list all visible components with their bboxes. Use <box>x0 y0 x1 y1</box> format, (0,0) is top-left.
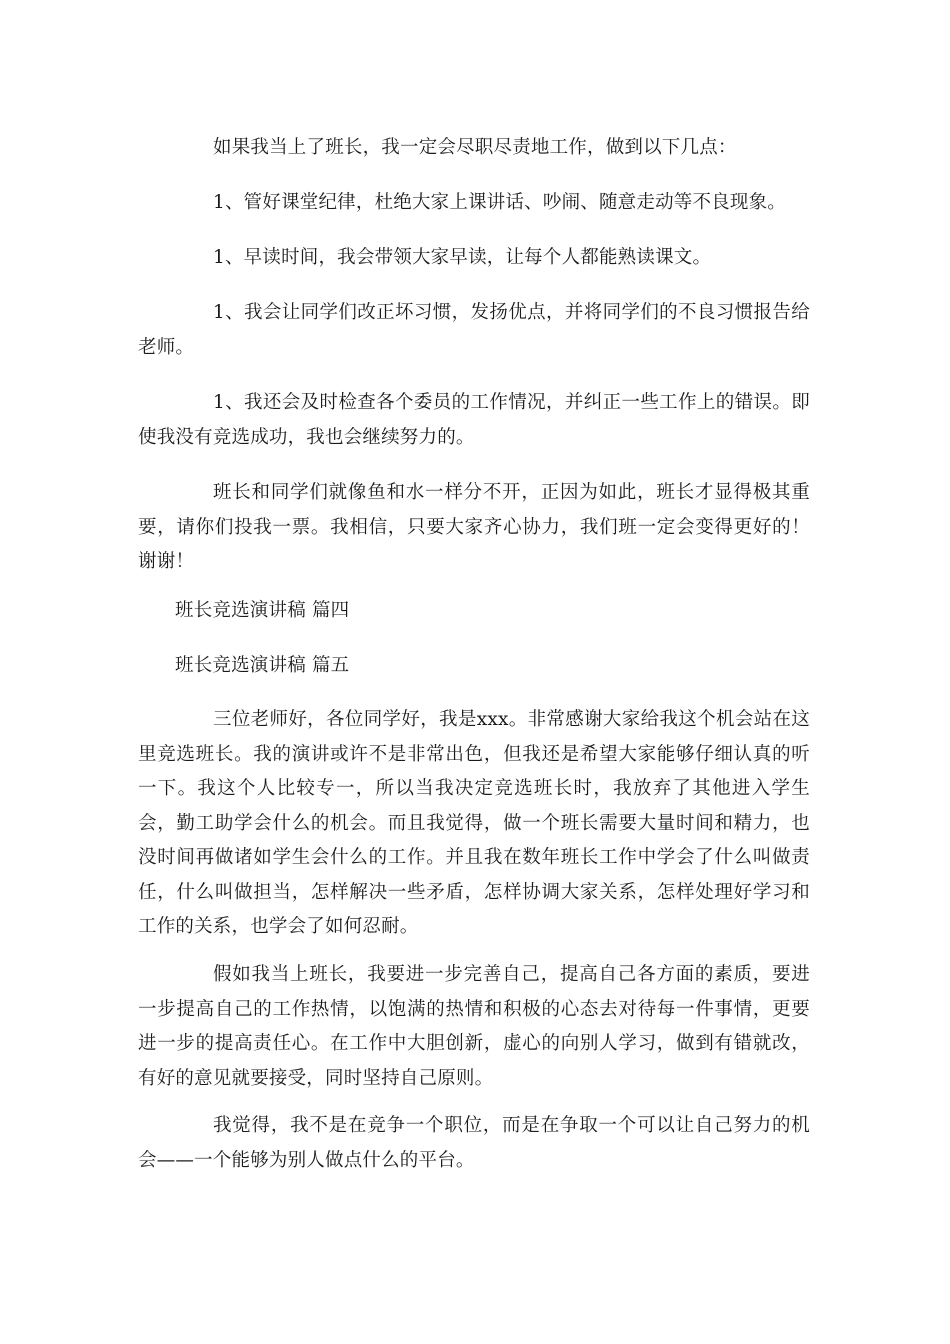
paragraph-intro: 如果我当上了班长，我一定会尽职尽责地工作，做到以下几点： <box>213 137 737 158</box>
paragraph-speech-intro: 三位老师好，各位同学好，我是xxx。非常感谢大家给我这个机会站在这里竞选班长。我的演讲或许不是非常出色，但我还是希望大家能够仔细认真的听一下。我这个人比较专一，所以当我决定竞选班长时，我放弃了其他进入学生会，勤工助学会什么的机会。而且我觉得，做一个班长需要大量时间和精力，也没时间再做诸如学生会什么的工作。并且我在数年班长工作中学会了什么叫做责任，什么叫做担当，怎样解决一些矛盾，怎样协调大家关系，怎样处理好学习和工作的关系，也学会了如何忍耐。 <box>138 709 810 937</box>
paragraph-speech-conclusion: 我觉得，我不是在竞争一个职位，而是在争取一个可以让自己努力的机会——一个能够为别人做点什么的平台。 <box>138 1115 810 1171</box>
paragraph-point-habits: 1、我会让同学们改正坏习惯，发扬优点，并将同学们的不良习惯报告给老师。 <box>138 302 810 358</box>
paragraph-point-committee: 1、我还会及时检查各个委员的工作情况，并纠正一些工作上的错误。即使我没有竞选成功，我也会继续努力的。 <box>138 392 810 448</box>
paragraph-closing: 班长和同学们就像鱼和水一样分不开，正因为如此，班长才显得极其重要，请你们投我一票。我相信，只要大家齐心协力，我们班一定会变得更好的！谢谢！ <box>138 482 810 572</box>
paragraph-speech-plan: 假如我当上班长，我要进一步完善自己，提高自己各方面的素质，要进一步提高自己的工作热情，以饱满的热情和积极的心态去对待每一件事情，更要进一步的提高责任心。在工作中大胆创新，虚心的向别人学习，做到有错就改，有好的意见就要接受，同时坚持自己原则。 <box>138 964 810 1089</box>
paragraph-point-discipline: 1、管好课堂纪律，杜绝大家上课讲话、吵闹、随意走动等不良现象。 <box>213 192 786 213</box>
paragraph-point-morning-reading: 1、早读时间，我会带领大家早读，让每个人都能熟读课文。 <box>213 247 712 268</box>
section-heading-5: 班长竞选演讲稿 篇五 <box>175 655 350 676</box>
section-heading-4: 班长竞选演讲稿 篇四 <box>175 600 350 621</box>
